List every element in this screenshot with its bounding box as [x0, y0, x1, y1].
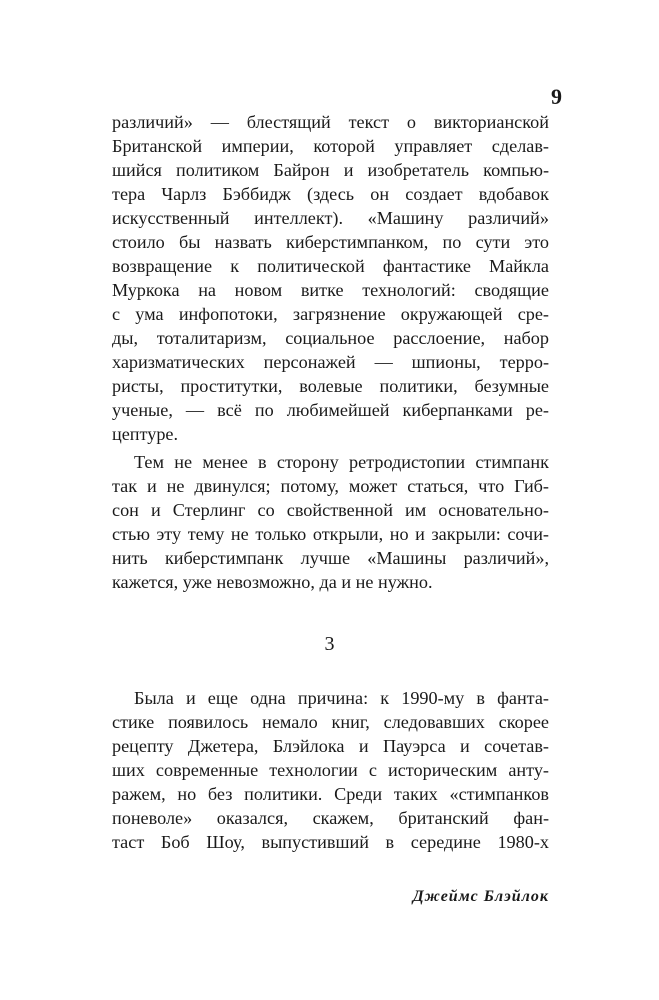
- text-line: возвращение к политической фантастике Майкла: [112, 256, 549, 276]
- text-line: нить киберстимпанк лучше «Машины различий»,: [112, 548, 549, 568]
- page-number: 9: [551, 84, 562, 109]
- text-line: различий» — блестящий текст о викторианской: [112, 112, 549, 132]
- text-line: стике появилось немало книг, следовавших скорее: [112, 712, 549, 732]
- text-line: кажется, уже невозможно, да и не нужно.: [112, 572, 433, 592]
- text-line: ристы, проститутки, волевые политики, безумные: [112, 376, 549, 396]
- text-line: так и не двинулся; потому, может статься, что Гиб-: [112, 476, 549, 496]
- text-line: Тем не менее в сторону ретродистопии стимпанк: [134, 452, 549, 472]
- text-line: поневоле» оказался, скажем, британский фан-: [112, 808, 549, 828]
- text-line: Британской империи, которой управляет сделав-: [112, 136, 549, 156]
- running-footer: Джеймс Блэйлок: [412, 888, 549, 905]
- text-line: стью эту тему не только открыли, но и закрыли: сочи-: [112, 524, 549, 544]
- text-line: шийся политиком Байрон и изобретатель компью-: [112, 160, 549, 180]
- chapter-number: 3: [324, 633, 335, 655]
- text-line: ученые, — всё по любимейшей киберпанками ре-: [112, 400, 549, 420]
- text-line: тера Чарлз Бэббидж (здесь он создает вдобавок: [112, 184, 549, 204]
- text-line: Была и еще одна причина: к 1990-му в фанта-: [134, 688, 549, 708]
- text-line: искусственный интеллект). «Машину различий»: [112, 208, 549, 228]
- text-line: с ума инфопотоки, загрязнение окружающей сре-: [112, 304, 549, 324]
- text-line: цептуре.: [112, 424, 179, 444]
- text-line: ды, тоталитаризм, социальное расслоение, набор: [112, 328, 549, 348]
- text-line: рецепту Джетера, Блэйлока и Пауэрса и сочетав-: [112, 736, 549, 756]
- text-line: сон и Стерлинг со свойственной им основательно-: [112, 500, 549, 520]
- text-line: харизматических персонажей — шпионы, терро-: [112, 352, 549, 372]
- text-line: ших современные технологии с историческим анту-: [112, 760, 549, 780]
- text-line: стоило бы назвать киберстимпанком, по сути это: [112, 232, 549, 252]
- text-line: ражем, но без политики. Среди таких «стимпанков: [112, 784, 549, 804]
- text-line: таст Боб Шоу, выпустивший в середине 1980-х: [112, 832, 549, 852]
- text-line: Муркока на новом витке технологий: сводящие: [112, 280, 549, 300]
